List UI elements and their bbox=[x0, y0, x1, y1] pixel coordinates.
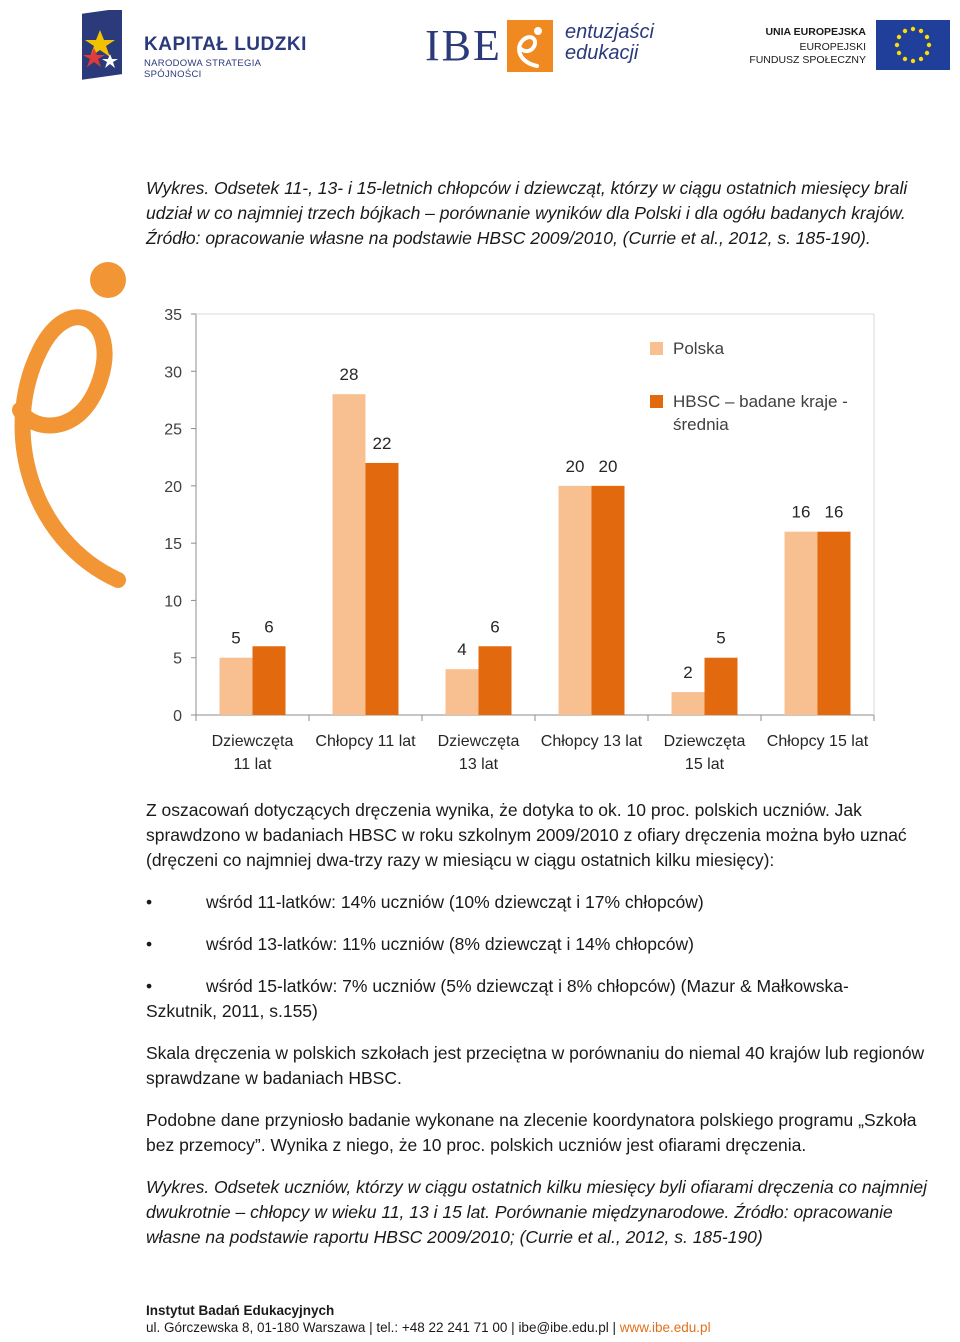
ibe-wordmark: IBE bbox=[425, 21, 502, 70]
legend-label-hbsc: średnia bbox=[673, 415, 729, 434]
x-tick-label: Chłopcy 15 lat bbox=[766, 733, 869, 750]
data-label: 4 bbox=[457, 640, 467, 660]
footer-contact bbox=[146, 1319, 946, 1336]
y-tick-label: 35 bbox=[164, 307, 182, 324]
bar bbox=[446, 669, 479, 715]
bullet-text: wśród 13-latków: 11% uczniów (8% dziewcząt i 14% chłopców) bbox=[206, 934, 694, 954]
bullet-mark: • bbox=[146, 976, 153, 996]
bar bbox=[785, 532, 818, 715]
bullet-text-continued: Szkutnik, 2011, s.155) bbox=[146, 1001, 318, 1021]
data-label: 6 bbox=[264, 617, 274, 637]
eu-flag-icon bbox=[876, 20, 950, 70]
y-tick-label: 5 bbox=[173, 650, 182, 668]
x-tick-label: Dziewczęta bbox=[437, 733, 520, 750]
eu-fund-line-2: FUNDUSZ SPOŁECZNY bbox=[749, 54, 866, 66]
entuzjasci-e-icon bbox=[507, 20, 553, 72]
paragraph-school-program: Podobne dane przyniosło badanie wykonane na zlecenie koordynatora polskiego programu „Szkoła bez przemocy”. Wynika z niego, że 10 proc. polskich uczniów jest ofiarami dręczenia. bbox=[146, 1110, 917, 1155]
eu-fund-line-1: EUROPEJSKI bbox=[799, 41, 866, 53]
y-tick-label: 30 bbox=[164, 364, 182, 382]
x-tick-label: Chłopcy 11 lat bbox=[315, 733, 416, 750]
footer-phone: tel.: +48 22 241 71 00 bbox=[376, 1320, 508, 1335]
bar bbox=[220, 658, 253, 715]
entuzjasci-line-1: entuzjaści bbox=[565, 21, 654, 43]
y-tick-label: 0 bbox=[173, 708, 182, 725]
kapital-ludzki-subtitle: NARODOWA STRATEGIA SPÓJNOŚCI bbox=[144, 58, 261, 80]
x-tick-label: Chłopcy 13 lat bbox=[540, 733, 643, 750]
footer-email-link[interactable]: ibe@ibe.edu.pl bbox=[518, 1320, 609, 1335]
legend-swatch-polska bbox=[650, 342, 663, 355]
footer bbox=[146, 1302, 946, 1336]
list-item bbox=[146, 890, 936, 915]
bar bbox=[333, 394, 366, 715]
bullet-text: wśród 15-latków: 7% uczniów (5% dziewcząt i 8% chłopców) (Mazur & Małkowska- bbox=[206, 976, 849, 996]
entuzjasci-line-2: edukacji bbox=[565, 42, 639, 64]
background-e-logo-icon bbox=[0, 180, 140, 600]
data-label: 2 bbox=[683, 663, 693, 683]
bar bbox=[253, 646, 286, 715]
eu-logo bbox=[749, 18, 958, 78]
chart-caption-bullying: Wykres. Odsetek uczniów, którzy w ciągu ostatnich kilku miesięcy byli ofiarami dręczenia co najmniej dwukrotnie – chłopcy w wieku 11, 13 i 15 lat. Porównanie międzynarodowe. Źródło: opracowanie własne na podstawie raportu HBSC 2009/2010; (Currie et al., 2012, s. 185-190) bbox=[146, 1177, 927, 1247]
data-label: 28 bbox=[339, 365, 359, 385]
fights-bar-chart bbox=[140, 298, 920, 788]
kapital-ludzki-logo bbox=[80, 8, 320, 88]
data-label: 16 bbox=[824, 502, 844, 522]
data-label: 20 bbox=[598, 456, 618, 476]
footer-org-name: Instytut Badań Edukacyjnych bbox=[146, 1303, 335, 1318]
entuzjasci-wordmark bbox=[565, 22, 654, 64]
bar bbox=[592, 486, 625, 715]
list-item bbox=[146, 932, 936, 957]
list-item bbox=[146, 974, 936, 1024]
footer-website-link[interactable]: www.ibe.edu.pl bbox=[619, 1320, 711, 1335]
footer-address: ul. Górczewska 8, 01-180 Warszawa bbox=[146, 1320, 366, 1335]
data-label: 20 bbox=[565, 456, 585, 476]
data-label: 5 bbox=[231, 628, 241, 648]
bullet-text: wśród 11-latków: 14% uczniów (10% dziewcząt i 17% chłopców) bbox=[206, 892, 704, 912]
bar bbox=[559, 486, 592, 715]
footer-separator: | bbox=[511, 1320, 515, 1335]
data-label: 16 bbox=[791, 502, 811, 522]
eu-title: UNIA EUROPEJSKA bbox=[765, 26, 866, 38]
data-label: 22 bbox=[372, 433, 392, 453]
x-tick-label: 15 lat bbox=[684, 756, 725, 773]
legend-label-polska: Polska bbox=[673, 339, 725, 358]
ibe-logo bbox=[425, 18, 665, 78]
legend-label-hbsc: HBSC – badane kraje - bbox=[673, 392, 848, 411]
bar bbox=[705, 658, 738, 715]
bullet-mark: • bbox=[146, 892, 153, 912]
chart-caption-fights: Wykres. Odsetek 11-, 13- i 15-letnich chłopców i dziewcząt, którzy w ciągu ostatnich miesięcy brali udział w co najmniej trzech bójkach – porównanie wyników dla Polski i dla ogółu badanych krajów. Źródło: opracowanie własne na podstawie HBSC 2009/2010, (Currie et al., 2012, s. 185-190). bbox=[146, 178, 908, 248]
y-tick-label: 20 bbox=[164, 478, 182, 496]
footer-separator: | bbox=[612, 1320, 616, 1335]
paragraph-scale: Skala dręczenia w polskich szkołach jest przeciętna w porównaniu do niemal 40 krajów lub regionów sprawdzane w badaniach HBSC. bbox=[146, 1043, 925, 1088]
y-tick-label: 10 bbox=[164, 593, 182, 611]
y-tick-label: 25 bbox=[164, 421, 182, 439]
data-label: 6 bbox=[490, 617, 500, 637]
header bbox=[0, 0, 960, 100]
footer-separator: | bbox=[369, 1320, 373, 1335]
x-tick-label: Dziewczęta bbox=[663, 733, 746, 750]
data-label: 5 bbox=[716, 628, 726, 648]
bar bbox=[366, 463, 399, 715]
kapital-ludzki-star-icon bbox=[80, 10, 136, 86]
paragraph-bullying-intro: Z oszacowań dotyczących dręczenia wynika, że dotyka to ok. 10 proc. polskich uczniów. Jak sprawdzono w badaniach HBSC w roku szkolnym 2009/2010 z ofiary dręczenia można było uznać (dręczeni co najmniej dwa-trzy razy w miesiącu w ciągu ostatnich kilku miesięcy): bbox=[146, 800, 907, 870]
x-tick-label: 13 lat bbox=[458, 756, 499, 773]
bar bbox=[479, 646, 512, 715]
x-tick-label: Dziewczęta bbox=[211, 733, 294, 750]
x-tick-label: 11 lat bbox=[233, 756, 272, 773]
bar bbox=[672, 692, 705, 715]
bar bbox=[818, 532, 851, 715]
y-tick-label: 15 bbox=[164, 536, 182, 554]
kapital-ludzki-title: KAPITAŁ LUDZKI bbox=[144, 34, 307, 55]
legend-swatch-hbsc bbox=[650, 395, 663, 408]
bullet-mark: • bbox=[146, 934, 153, 954]
